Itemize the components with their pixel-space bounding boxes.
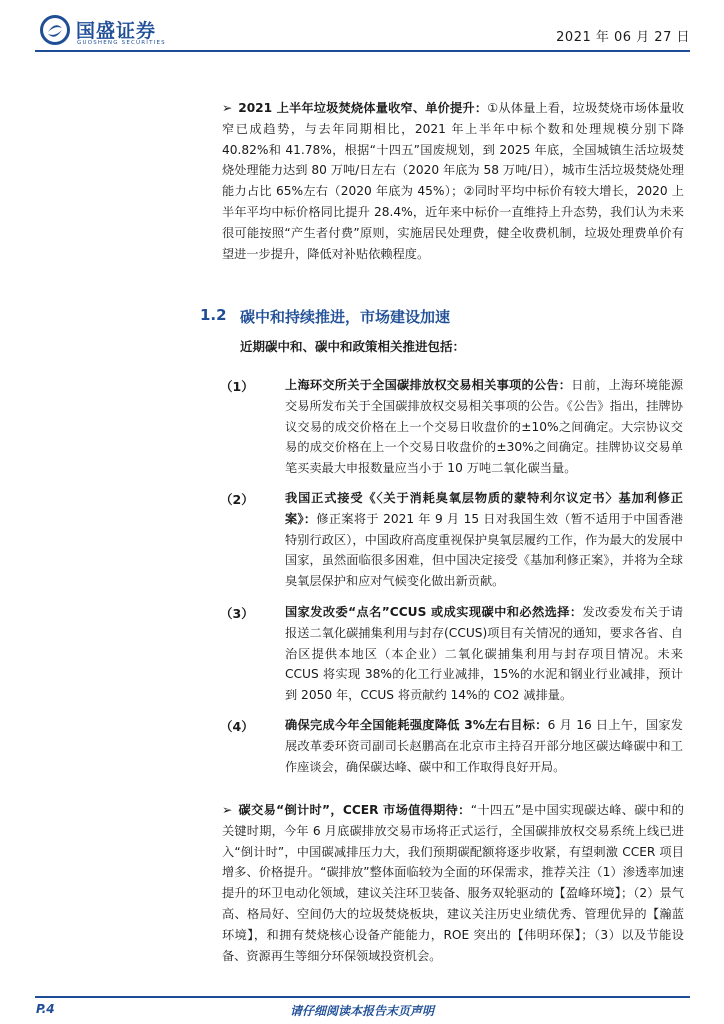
- item-number: （1）: [220, 379, 254, 394]
- item-body: 修正案将于 2021 年 9 月 15 日对我国生效（暂不适用于中国香港特别行政区），中国政府高度重视保护臭氧层履约工作，作为最大的发展中国家，虽然面临很多困难，但中国决定接受《基加利修正案》，并将为全球臭氧层保护和应对气候变化做出新贡献。: [285, 511, 683, 589]
- item-number: （3）: [220, 606, 254, 621]
- list-item: [285, 715, 683, 777]
- bullet-arrow-icon: ➢: [222, 803, 233, 817]
- closing-paragraph: [222, 800, 684, 966]
- section-title: 碳中和持续推进，市场建设加速: [240, 308, 451, 326]
- closing-lead: 碳交易“倒计时”，CCER 市场值得期待：: [238, 803, 471, 817]
- list-item: [285, 602, 683, 706]
- summary-paragraph: [222, 98, 684, 264]
- item-number: （2）: [220, 492, 254, 507]
- item-body: 6 月 16 日上午，国家发展改革委环资司副司长赵鹏高在北京市主持召开部分地区碳达峰碳中和工作座谈会，确保碳达峰、碳中和工作取得良好开局。: [285, 718, 683, 774]
- list-item: [285, 375, 683, 479]
- summary-lead: 2021 上半年垃圾焚烧体量收窄、单价提升：: [238, 101, 488, 115]
- item-lead: 国家发改委“点名”CCUS 或成实现碳中和必然选择：: [285, 605, 583, 619]
- logo-subtext: GUOSHENG SECURITIES: [77, 40, 166, 46]
- list-item: [285, 488, 683, 592]
- report-date: 2021 年 06 月 27 日: [556, 30, 690, 45]
- item-lead: 上海环交所关于全国碳排放权交易相关事项的公告：: [285, 378, 572, 392]
- bullet-arrow-icon: ➢: [222, 101, 233, 115]
- item-body: 发改委发布关于请报送二氧化碳捕集利用与封存(CCUS)项目有关情况的通知，要求各省、自治区提供本地区（本企业）二氧化碳捕集利用与封存项目情况。未来 CCUS 将实现 38%的化工行业减排，15%的水泥和钢业行业减排，预计到 2050 年，CCUS 将贡献约 14%的 CO2 减排量。: [285, 605, 684, 703]
- item-number: （4）: [220, 719, 254, 734]
- disclaimer-note: 请仔细阅读本报告末页声明: [289, 1004, 434, 1018]
- summary-body: ①从体量上看，垃圾焚烧市场体量收窄已成趋势，与去年同期相比，2021 年上半年中标个数和处理规模分别下降 40.82%和 41.78%，根据“十四五”国废规划，到 2025 年底，全国城镇生活垃圾焚烧处理能力达到 80 万吨/日左右（2020 年底为 58 万吨/日），城市生活垃圾焚烧处理能力占比 65%左右（2020 年底为 45%）；②同时平均中标价有较大增长，2020 上半年平均中标价格同比提升 28.4%，近年来中标价一直维持上升态势，我们认为未来很可能按照“产生者付费”原则，实施居民处理费，健全收费机制，垃圾处理费单价有望进一步提升，降低对补贴依赖程度。: [222, 101, 684, 261]
- logo-text: 国盛证券: [76, 20, 157, 42]
- page-number: P.4: [36, 1002, 55, 1016]
- section-number: 1.2: [200, 306, 227, 324]
- item-lead: 确保完成今年全国能耗强度降低 3%左右目标：: [285, 718, 548, 732]
- footer-divider: [35, 996, 690, 998]
- item-body: 日前，上海环境能源交易所发布关于全国碳排放权交易相关事项的公告。《公告》指出，挂牌协议交易的成交价格在上一个交易日收盘价的±10%之间确定。大宗协议交易的成交价格在上一个交易日收盘价的±30%之间确定。挂牌协议交易单笔买卖最大申报数量应当小于 10 万吨二氧化碳当量。: [285, 378, 684, 476]
- section-intro: 近期碳中和、碳中和政策相关推进包括：: [240, 339, 466, 354]
- item-lead: 我国正式接受《〈关于消耗臭氧层物质的蒙特利尔议定书〉基加利修正案》：: [285, 491, 683, 526]
- closing-body: “十四五”是中国实现碳达峰、碳中和的关键时期，今年 6 月底碳排放交易市场将正式运行，全国碳排放权交易系统上线已进入“倒计时”，中国碳减排压力大，我们预期碳配额将逐步收紧，有望刺激 CCER 项目增多、价格提升。“碳排放”整体面临较为全面的环保需求，推荐关注（1）渗透率加速提升的环卫电动化领域，建议关注环卫装备、服务双轮驱动的【盈峰环境】；（2）景气高、格局好、空间仍大的垃圾焚烧板块，建议关注历史业绩优秀、管理优异的【瀚蓝环境】，和拥有焚烧核心设备产能能力，ROE 突出的【伟明环保】；（3）以及节能设备、资源再生等细分环保领域投资机会。: [222, 803, 684, 963]
